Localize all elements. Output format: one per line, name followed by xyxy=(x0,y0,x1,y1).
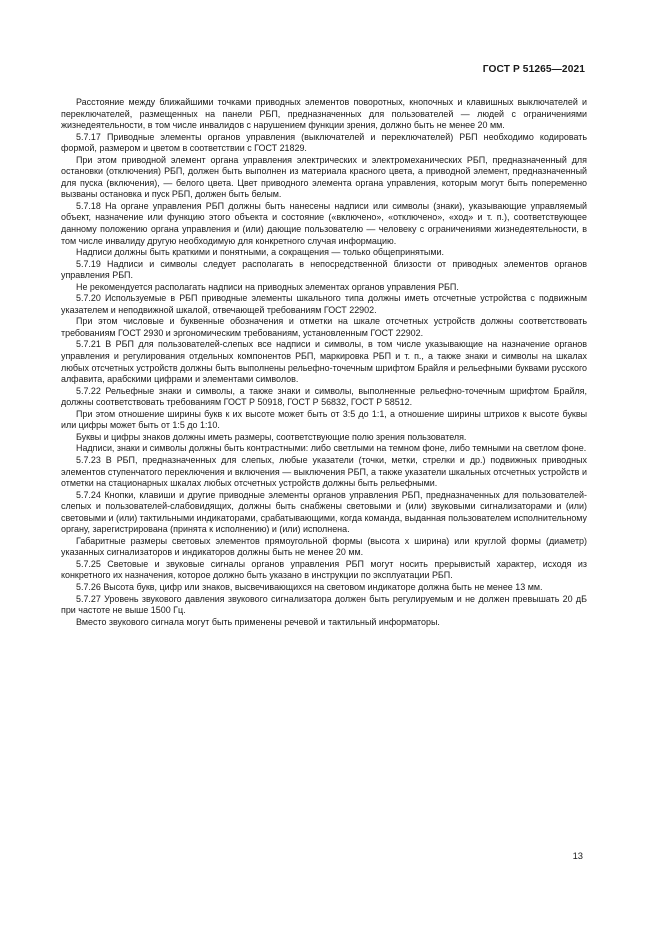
paragraph: 5.7.27 Уровень звукового давления звукового сигнализатора должен быть регулируемым и не должен превышать 20 дБ при частоте не выше 1500 Гц. xyxy=(61,593,587,616)
paragraph: 5.7.17 Приводные элементы органов управления (выключателей и переключателей) РБП необходимо кодировать формой, размером и цветом в соответствии с ГОСТ 21829. xyxy=(61,131,587,154)
paragraph: Буквы и цифры знаков должны иметь размеры, соответствующие полю зрения пользователя. xyxy=(76,431,467,442)
paragraph: Вместо звукового сигнала могут быть применены речевой и тактильный информаторы. xyxy=(76,616,440,627)
paragraph: 5.7.19 Надписи и символы следует располагать в непосредственной близости от приводных элементов органов управления РБП. xyxy=(61,258,587,281)
paragraph: 5.7.20 Используемые в РБП приводные элементы шкального типа должны иметь отсчетные устройства с подвижным указателем и неподвижной шкалой, отвечающей требованиям ГОСТ 22902. xyxy=(61,293,587,315)
paragraph: Не рекомендуется располагать надписи на приводных элементах органов управления РБП. xyxy=(76,281,459,292)
document-body xyxy=(61,97,587,628)
paragraph: При этом числовые и буквенные обозначения и отметки на шкале отсчетных устройств должны соответствовать требованиям ГОСТ 2930 и эргономическим требованиям, установленным ГОСТ 22902. xyxy=(61,316,587,338)
paragraph: Расстояние между ближайшими точками приводных элементов поворотных, кнопочных и клавишных выключателей и переключателей, размещенных на панели РБП, предназначенных для пользователей — людей с ограничениями жизнедеятельности, в том числе инвалидов с нарушением функции зрения, должно быть не менее 20 мм. xyxy=(61,97,587,131)
paragraph: 5.7.22 Рельефные знаки и символы, а также знаки и символы, выполненные рельефно-точечным шрифтом Брайля, должны соответствовать требованиям ГОСТ Р 50918, ГОСТ Р 56832, ГОСТ Р 58512. xyxy=(61,385,587,408)
paragraph: 5.7.24 Кнопки, клавиши и другие приводные элементы органов управления РБП, предназначенных для пользователей-слепых и пользователей-слабовидящих, должны быть снабжены световыми и (или) звуковыми сигнализаторами и (или) световыми и (или) тактильными индикаторами, срабатывающими, когда команда, выданная пользователем исполнительному органу, зарегистрирована (принята к исполнению) и (или) исполнена. xyxy=(61,489,587,535)
paragraph: При этом приводной элемент органа управления электрических и электромеханических РБП, предназначенный для остановки (отключения) РБП, должен быть выполнен из материала красного цвета, а приводной элемент, предназначенный для пуска (включения), — белого цвета. Цвет приводного элемента органа управления, которым могут быть попеременно вызваны остановка и пуск РБП, должен быть белым. xyxy=(61,154,587,200)
paragraph: 5.7.23 В РБП, предназначенных для слепых, любые указатели (точки, метки, стрелки и др.) подвижных приводных элементов ступенчатого переключения и включения — выключения РБП, а также указатели шкальных отсчетных устройств и отметки на стационарных шкалах любых отсчетных устройств должны быть рельефными. xyxy=(61,454,587,489)
paragraph: Надписи должны быть краткими и понятными, а сокращения — только общепринятыми. xyxy=(76,247,444,258)
paragraph: 5.7.25 Световые и звуковые сигналы органов управления РБП могут носить прерывистый характер, исходя из конкретного их назначения, которое должно быть указано в инструкции по эксплуатации РБП. xyxy=(61,558,587,581)
paragraph: Надписи, знаки и символы должны быть контрастными: либо светлыми на темном фоне, либо темными на светлом фоне. xyxy=(76,443,587,454)
paragraph: 5.7.26 Высота букв, цифр или знаков, высвечивающихся на световом индикаторе должна быть не менее 13 мм. xyxy=(76,581,543,592)
paragraph: 5.7.21 В РБП для пользователей-слепых все надписи и символы, в том числе указывающие на назначение органов управления и регулирования отдельных компонентов РБП, маркировка РБП и т. п., а также знаки и символы на шкалах любых отсчетных устройств должны быть выполнены рельефно-точечным шрифтом Брайля и рельефными буквами русского алфавита, арабскими цифрами и элементами символов. xyxy=(61,339,587,385)
paragraph: Габаритные размеры световых элементов прямоугольной формы (высота х ширина) или круглой формы (диаметр) указанных сигнализаторов и индикаторов должны быть не менее 20 мм. xyxy=(61,535,587,558)
paragraph: При этом отношение ширины букв к их высоте может быть от 3:5 до 1:1, а отношение ширины штрихов к высоте буквы или цифры может быть от 1:5 до 1:10. xyxy=(61,408,587,431)
page-number: 13 xyxy=(572,850,583,861)
document-standard-id: ГОСТ Р 51265—2021 xyxy=(482,64,585,75)
paragraph: 5.7.18 На органе управления РБП должны быть нанесены надписи или символы (знаки), указывающие управляемый объект, назначение или функцию этого объекта и состояние («включено», «отключено», «ход» и т. п.), соответствующее данному положению органа управления и (или) дающие пользователю — человеку с ограничениями жизнедеятельности, в том числе инвалиду другую необходимую для конкретного случая информацию. xyxy=(61,200,587,246)
